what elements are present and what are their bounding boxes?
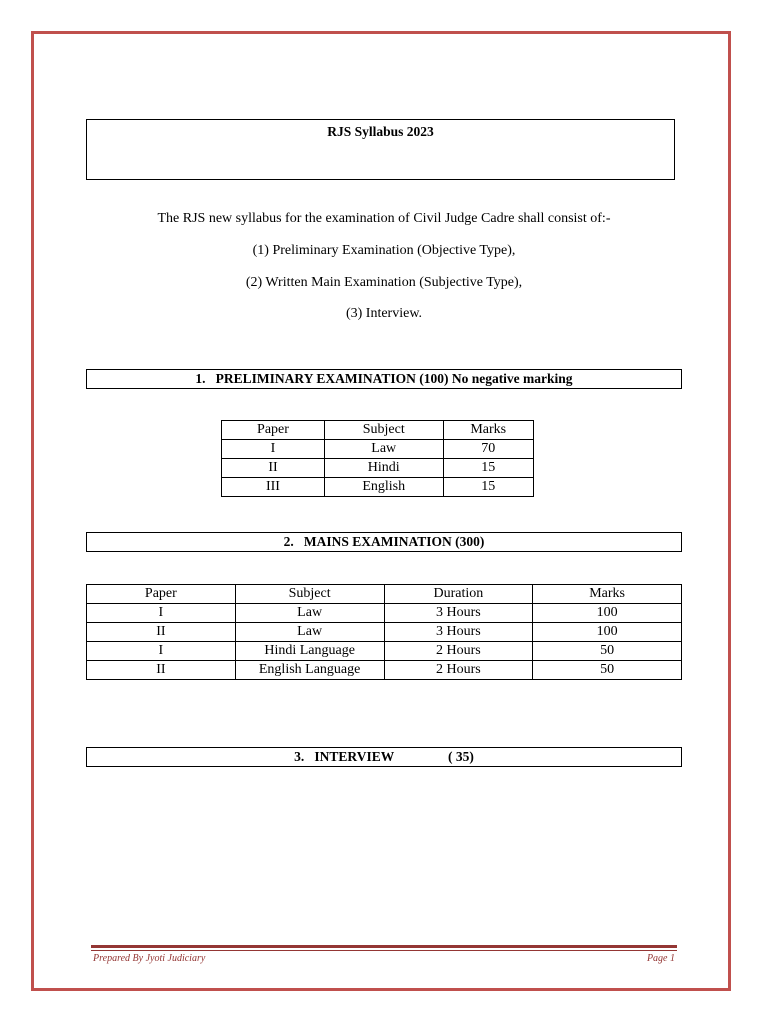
table-header-cell: Paper <box>87 585 236 604</box>
table-row <box>222 459 534 478</box>
table-cell: I <box>87 604 236 623</box>
mains-table <box>86 584 682 680</box>
footer-rule-thin <box>91 950 677 951</box>
table-cell: 100 <box>533 623 682 642</box>
table-cell: English Language <box>235 661 384 680</box>
section-heading-mains-text: 2. MAINS EXAMINATION (300) <box>283 534 485 549</box>
table-row <box>87 642 682 661</box>
table-cell: 2 Hours <box>384 642 533 661</box>
table-cell: 100 <box>533 604 682 623</box>
table-header-cell: Marks <box>443 421 534 440</box>
table-cell: 3 Hours <box>384 623 533 642</box>
table-cell: II <box>222 459 325 478</box>
table-row <box>87 604 682 623</box>
table-header-cell: Subject <box>324 421 443 440</box>
table-cell: 15 <box>443 459 534 478</box>
page-title-box <box>86 119 675 180</box>
table-row <box>87 661 682 680</box>
table-cell: Law <box>324 440 443 459</box>
table-cell: II <box>87 623 236 642</box>
section-heading-prelim-text: 1. PRELIMINARY EXAMINATION (100) No negative marking <box>195 371 573 386</box>
table-header-cell: Duration <box>384 585 533 604</box>
table-cell: Hindi Language <box>235 642 384 661</box>
table-header-cell: Subject <box>235 585 384 604</box>
footer-page-number: Page 1 <box>646 953 675 964</box>
prelim-table <box>221 420 534 497</box>
table-cell: II <box>87 661 236 680</box>
table-cell: Hindi <box>324 459 443 478</box>
table-cell: 15 <box>443 478 534 497</box>
table-row <box>222 440 534 459</box>
table-cell: III <box>222 478 325 497</box>
table-header-row <box>222 421 534 440</box>
intro-lead: The RJS new syllabus for the examination of Civil Judge Cadre shall consist of:- <box>157 211 611 226</box>
table-header-cell: Marks <box>533 585 682 604</box>
section-heading-interview-text: 3. INTERVIEW ( 35) <box>294 749 474 764</box>
footer-rule <box>91 945 677 948</box>
table-cell: 2 Hours <box>384 661 533 680</box>
intro-item-2: (2) Written Main Examination (Subjective Type), <box>245 275 523 290</box>
table-cell: I <box>222 440 325 459</box>
intro-item-1: (1) Preliminary Examination (Objective Type), <box>252 243 516 258</box>
footer-credit: Prepared By Jyoti Judiciary <box>93 953 206 964</box>
page-title: RJS Syllabus 2023 <box>327 124 434 139</box>
section-heading-prelim <box>86 369 682 389</box>
intro-item-3: (3) Interview. <box>345 306 423 321</box>
section-heading-mains <box>86 532 682 552</box>
table-row <box>222 478 534 497</box>
section-heading-interview <box>86 747 682 767</box>
table-cell: 70 <box>443 440 534 459</box>
table-cell: I <box>87 642 236 661</box>
table-cell: Law <box>235 623 384 642</box>
table-header-row <box>87 585 682 604</box>
table-row <box>87 623 682 642</box>
table-cell: 3 Hours <box>384 604 533 623</box>
table-cell: English <box>324 478 443 497</box>
table-cell: 50 <box>533 661 682 680</box>
table-header-cell: Paper <box>222 421 325 440</box>
table-cell: Law <box>235 604 384 623</box>
table-cell: 50 <box>533 642 682 661</box>
